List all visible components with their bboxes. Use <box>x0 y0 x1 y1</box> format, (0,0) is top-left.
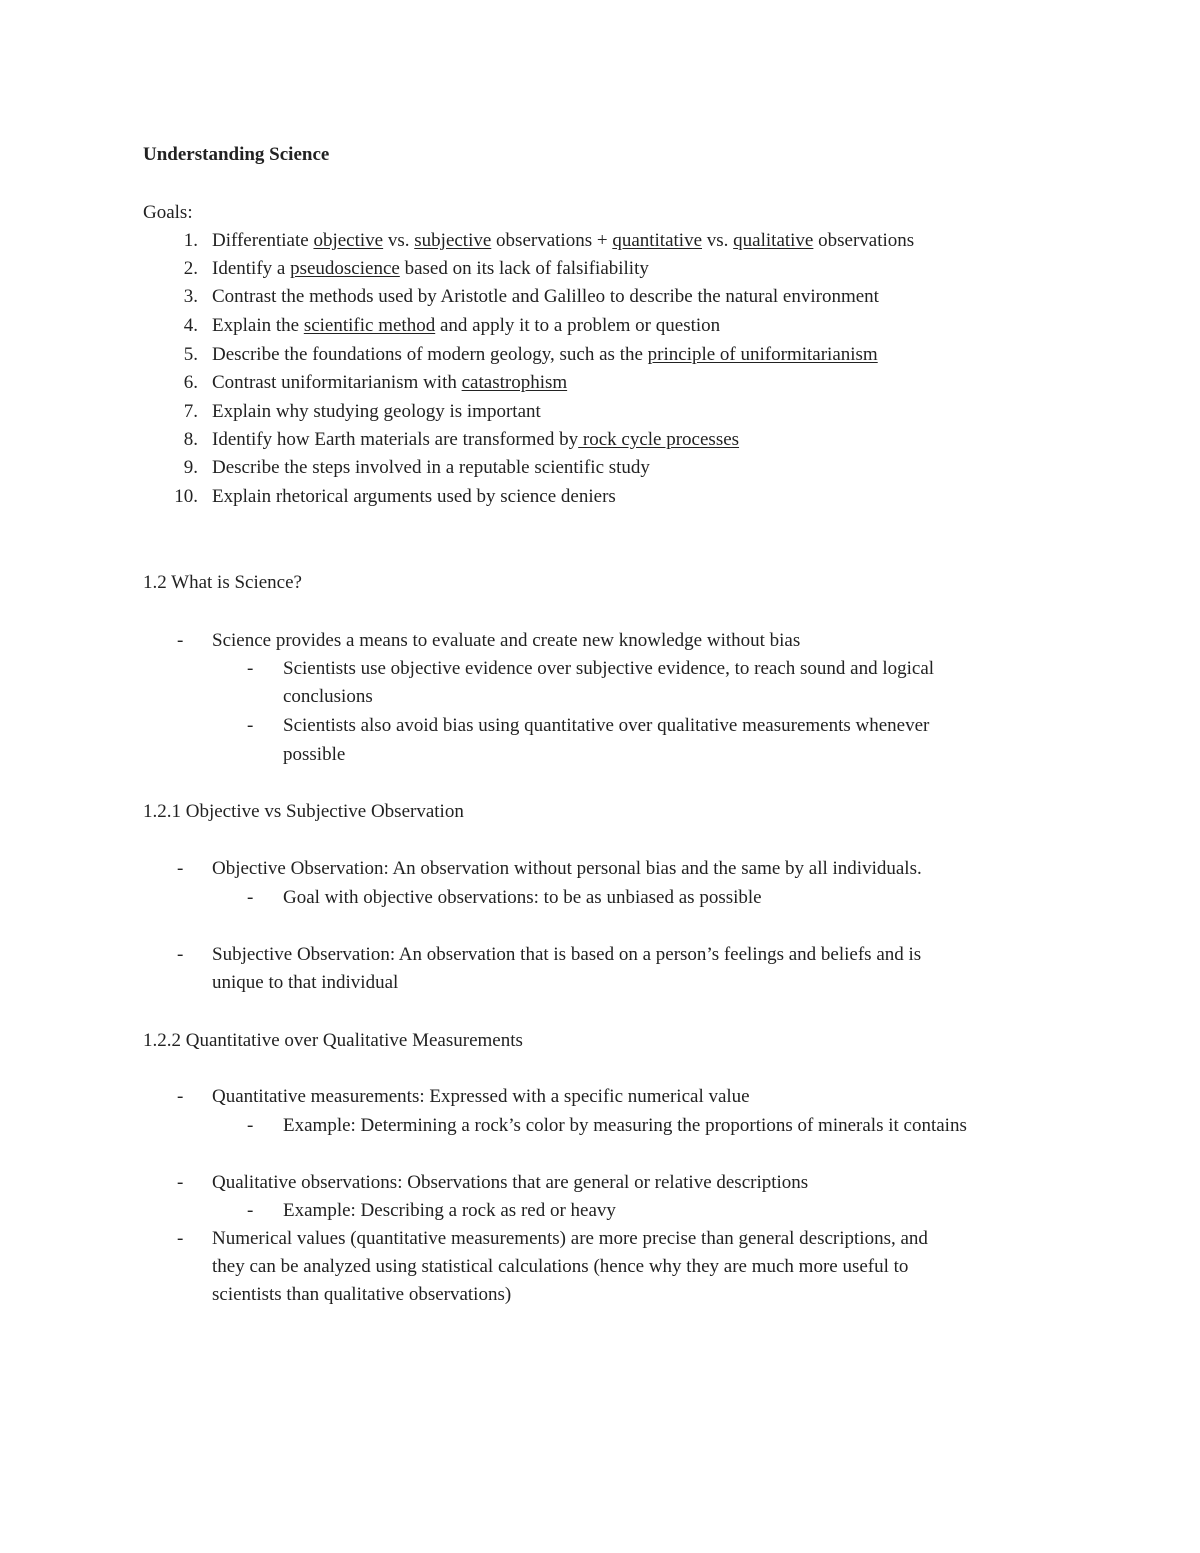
goal-text: Explain why studying geology is important <box>212 401 541 422</box>
goal-number: 1. <box>183 230 198 251</box>
goal-text: Differentiate <box>212 230 314 251</box>
underlined-term: catastrophism <box>461 372 568 393</box>
goal-item <box>212 372 567 394</box>
goal-text: vs. <box>702 230 734 251</box>
sub-bullet-dash: - <box>247 715 254 736</box>
goal-text: Identify how Earth materials are transformed by <box>212 429 579 450</box>
goal-number: 8. <box>183 429 198 450</box>
sub-bullet-text: Example: Determining a rock’s color by measuring the proportions of minerals it contains <box>283 1115 967 1136</box>
goal-text: Explain the <box>212 315 304 336</box>
sub-bullet-text: Scientists use objective evidence over subjective evidence, to reach sound and logical <box>283 658 935 679</box>
goals-label: Goals: <box>143 202 193 223</box>
goal-item <box>212 486 616 508</box>
bullet-text: Subjective Observation: An observation that is based on a person’s feelings and beliefs and is <box>212 944 922 965</box>
goal-text: Identify a <box>212 258 291 279</box>
goal-text: observations + <box>491 230 613 251</box>
goal-number: 3. <box>183 286 198 307</box>
sub-bullet-text: Scientists also avoid bias using quantitative over qualitative measurements whenever <box>283 715 930 736</box>
goal-text: vs. <box>383 230 415 251</box>
goal-item <box>212 230 914 252</box>
sub-bullet-text: Example: Describing a rock as red or heavy <box>283 1200 616 1221</box>
sub-bullet-dash: - <box>247 1115 254 1136</box>
bullet-text: Objective Observation: An observation without personal bias and the same by all individuals. <box>212 858 922 879</box>
sub-bullet-dash: - <box>247 1200 254 1221</box>
goal-number: 6. <box>183 372 198 393</box>
goal-text: Contrast the methods used by Aristotle and Galilleo to describe the natural environment <box>212 286 879 307</box>
sub-bullet-dash: - <box>247 658 254 679</box>
underlined-term: qualitative <box>733 230 814 251</box>
bullet-text: Science provides a means to evaluate and create new knowledge without bias <box>212 630 801 651</box>
bullet-dash: - <box>177 1086 184 1107</box>
sub-bullet-dash: - <box>247 887 254 908</box>
bullet-text: Numerical values (quantitative measurements) are more precise than general descriptions, and <box>212 1228 928 1249</box>
sub-bullet-text-cont: possible <box>283 744 346 765</box>
goal-item <box>212 286 879 308</box>
underlined-term: objective <box>313 230 384 251</box>
underlined-term: rock cycle processes <box>578 429 740 450</box>
page-title: Understanding Science <box>143 144 330 165</box>
bullet-dash: - <box>177 1228 184 1249</box>
bullet-text: Qualitative observations: Observations that are general or relative descriptions <box>212 1172 809 1193</box>
goal-item <box>212 315 720 337</box>
bullet-text: Quantitative measurements: Expressed with a specific numerical value <box>212 1086 750 1107</box>
section-heading-1-2-2: 1.2.2 Quantitative over Qualitative Measurements <box>143 1030 523 1051</box>
goal-item <box>212 429 739 451</box>
goal-text: and apply it to a problem or question <box>435 315 721 336</box>
bullet-dash: - <box>177 858 184 879</box>
goal-item <box>212 258 649 280</box>
underlined-term: subjective <box>414 230 492 251</box>
goal-item <box>212 457 650 479</box>
goal-number: 10. <box>174 486 198 507</box>
bullet-dash: - <box>177 1172 184 1193</box>
section-heading-1-2: 1.2 What is Science? <box>143 572 302 593</box>
goal-number: 9. <box>183 457 198 478</box>
bullet-text-cont: they can be analyzed using statistical calculations (hence why they are much more useful to <box>212 1256 909 1277</box>
goal-text: Describe the steps involved in a reputable scientific study <box>212 457 650 478</box>
section-heading-1-2-1: 1.2.1 Objective vs Subjective Observation <box>143 801 464 822</box>
goal-text: based on its lack of falsifiability <box>399 258 649 279</box>
bullet-text-cont: scientists than qualitative observations) <box>212 1284 512 1305</box>
bullet-dash: - <box>177 944 184 965</box>
goal-text: Explain rhetorical arguments used by science deniers <box>212 486 616 507</box>
underlined-term: pseudoscience <box>290 258 400 279</box>
bullet-text-cont: unique to that individual <box>212 972 399 993</box>
sub-bullet-text-cont: conclusions <box>283 686 373 707</box>
goal-text: observations <box>813 230 915 251</box>
goal-text: Describe the foundations of modern geology, such as the <box>212 344 648 365</box>
goal-text: Contrast uniformitarianism with <box>212 372 462 393</box>
sub-bullet-text: Goal with objective observations: to be as unbiased as possible <box>283 887 762 908</box>
goal-item <box>212 344 878 366</box>
goal-number: 7. <box>183 401 198 422</box>
goal-item <box>212 401 541 423</box>
goal-number: 2. <box>183 258 198 279</box>
goal-number: 5. <box>183 344 198 365</box>
underlined-term: quantitative <box>612 230 703 251</box>
underlined-term: scientific method <box>303 315 436 336</box>
bullet-dash: - <box>177 630 184 651</box>
underlined-term: principle of uniformitarianism <box>647 344 878 365</box>
goal-number: 4. <box>183 315 198 336</box>
